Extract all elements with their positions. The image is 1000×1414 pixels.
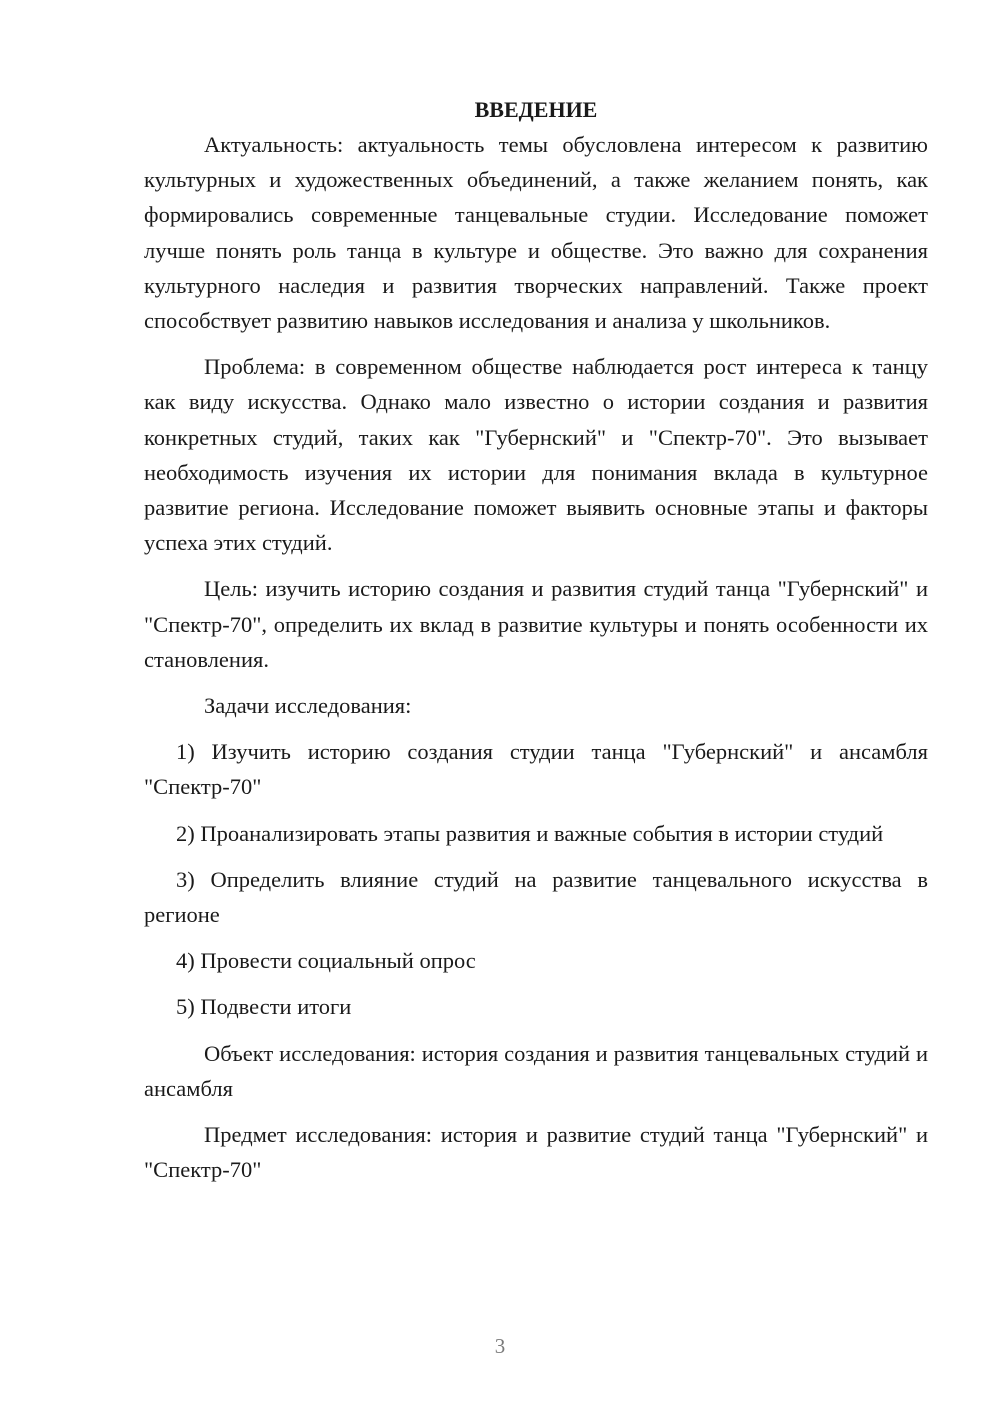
task-item-4: 4) Провести социальный опрос [176, 948, 476, 974]
object-paragraph: Объект исследования: история создания и развития танцевальных студий и ансамбля [144, 1040, 928, 1101]
goal-paragraph: Цель: изучить историю создания и развития студий танца "Губернский" и "Спектр-70", определить их вклад в развитие культуры и понять особенности их становления. [144, 576, 928, 672]
task-item-2: 2) Проанализировать этапы развития и важные события в истории студий [176, 820, 884, 846]
page-title: ВВЕДЕНИЕ [474, 97, 598, 122]
task-item-3: 3) Определить влияние студий на развитие танцевального искусства в регионе [144, 866, 928, 928]
page-content [144, 92, 928, 1198]
problem-paragraph: Проблема: в современном обществе наблюдается рост интереса к танцу как виду искусства. Однако мало известно о истории создания и развития конкретных студий, таких как "Губернский" и "Спектр-70". Это вызывает необходимость изучения их истории для понимания вклада в культурное развитие региона. Исследование поможет выявить основные этапы и факторы успеха этих студий. [144, 354, 928, 556]
tasks-list [144, 734, 928, 1024]
task-item-5: 5) Подвести итоги [176, 994, 352, 1020]
subject-paragraph: Предмет исследования: история и развитие студий танца "Губернский" и "Спектр-70" [144, 1122, 928, 1183]
page-number: 3 [494, 1334, 506, 1358]
tasks-heading: Задачи исследования: [204, 693, 412, 719]
task-item-1: 1) Изучить историю создания студии танца "Губернский" и ансамбля "Спектр-70" [144, 739, 928, 800]
relevance-paragraph: Актуальность: актуальность темы обусловлена интересом к развитию культурных и художественных объединений, а также желанием понять, как формировались современные танцевальные студии. Исследование поможет лучше понять роль танца в культуре и обществе. Это важно для сохранения культурного наследия и развития творческих направлений. Также проект способствует развитию навыков исследования и анализа у школьников. [144, 132, 928, 334]
